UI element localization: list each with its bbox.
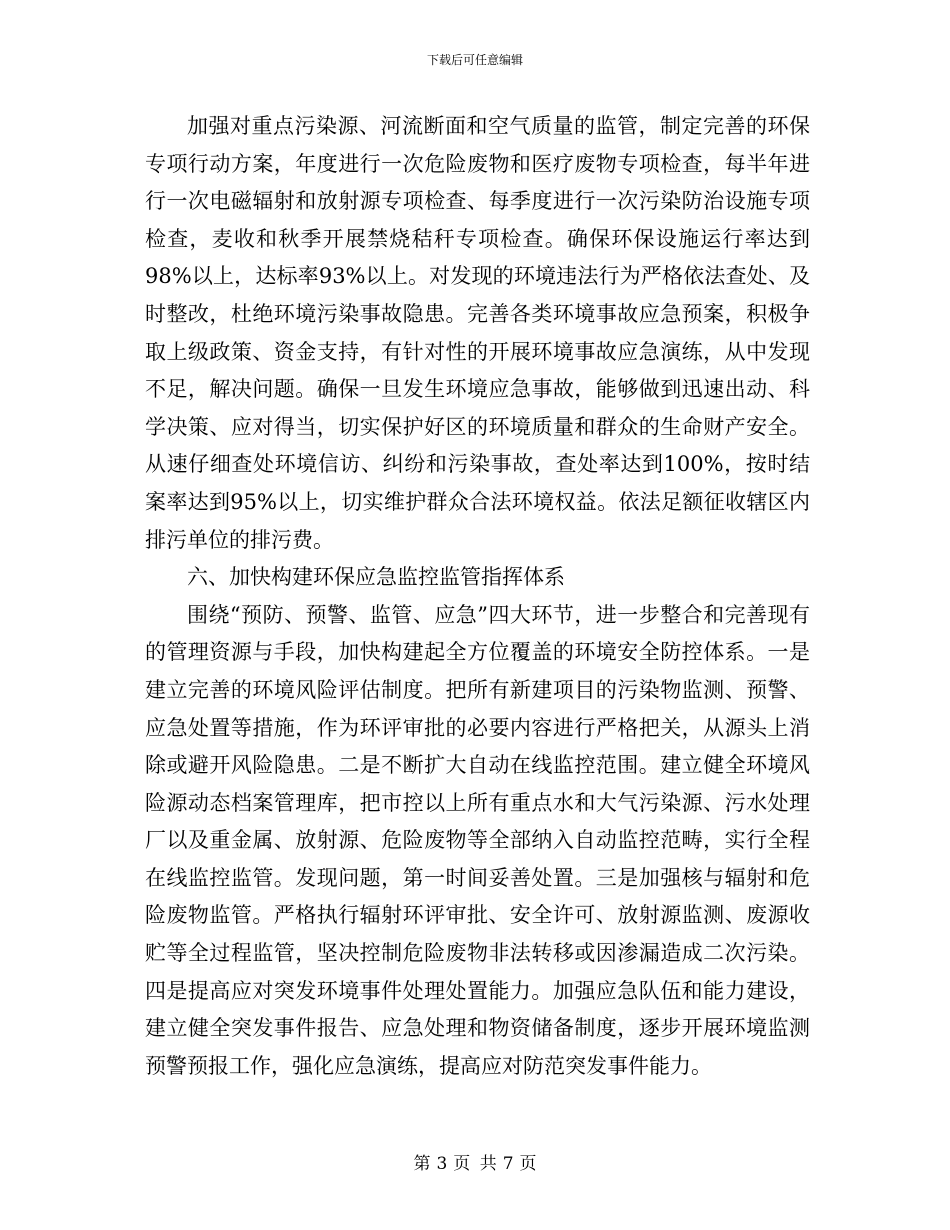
page-header: 下载后可任意编辑 <box>426 53 523 67</box>
footer-prefix: 第 <box>413 1154 431 1174</box>
paragraph-emergency-system: 围绕“预防、预警、监管、应急”四大环节，进一步整合和完善现有的管理资源与手段，加快构建起全方位覆盖的环境安全防控体系。一是建立完善的环境风险评估制度。把所有新建项目的污染物监测、预警、应急处置等措施，作为环评审批的必要内容进行严格把关，从源头上消除或避开风险隐患。二是不断扩大自动在线监控范围。建立健全环境风险源动态档案管理库，把市控以上所有重点水和大气污染源、污水处理厂以及重金属、放射源、危险废物等全部纳入自动监控范畴，实行全程在线监控监管。发现问题，第一时间妥善处置。三是加强核与辐射和危险废物监管。严格执行辐射环评审批、安全许可、放射源监测、废源收贮等全过程监管，坚决控制危险废物非法转移或因渗漏造成二次污染。四是提高应对突发环境事件处理处置能力。加强应急队伍和能力建设，建立健全突发事件报告、应急处理和物资储备制度，逐步开展环境监测预警预报工作，强化应急演练，提高应对防范突发事件能力。 <box>145 602 810 1078</box>
paragraph-monitoring: 加强对重点污染源、河流断面和空气质量的监管，制定完善的环保专项行动方案，年度进行一次危险废物和医疗废物专项检查，每半年进行一次电磁辐射和放射源专项检查、每季度进行一次污染防治设施专项检查，麦收和秋季开展禁烧秸秆专项检查。确保环保设施运行率达到98%以上，达标率93%以上。对发现的环境违法行为严格依法查处、及时整改，杜绝环境污染事故隐患。完善各类环境事故应急预案，积极争取上级政策、资金支持，有针对性的开展环境事故应急演练，从中发现不足，解决问题。确保一旦发生环境应急事故，能够做到迅速出动、科学决策、应对得当，切实保护好区的环境质量和群众的生命财产安全。从速仔细查处环境信访、纠纷和污染事故，查处率达到100%，按时结案率达到95%以上，切实维护群众合法环境权益。依法足额征收辖区内排污单位的排污费。 <box>145 114 810 552</box>
section-heading-six: 六、加快构建环保应急监控监管指挥体系 <box>187 565 565 590</box>
footer-suffix: 页 <box>519 1154 537 1174</box>
footer-total-pages: 7 <box>502 1154 514 1174</box>
footer-middle: 页 共 <box>453 1154 497 1174</box>
document-body <box>145 108 810 1085</box>
page-footer <box>0 1153 950 1175</box>
footer-page-number: 3 <box>436 1154 448 1174</box>
